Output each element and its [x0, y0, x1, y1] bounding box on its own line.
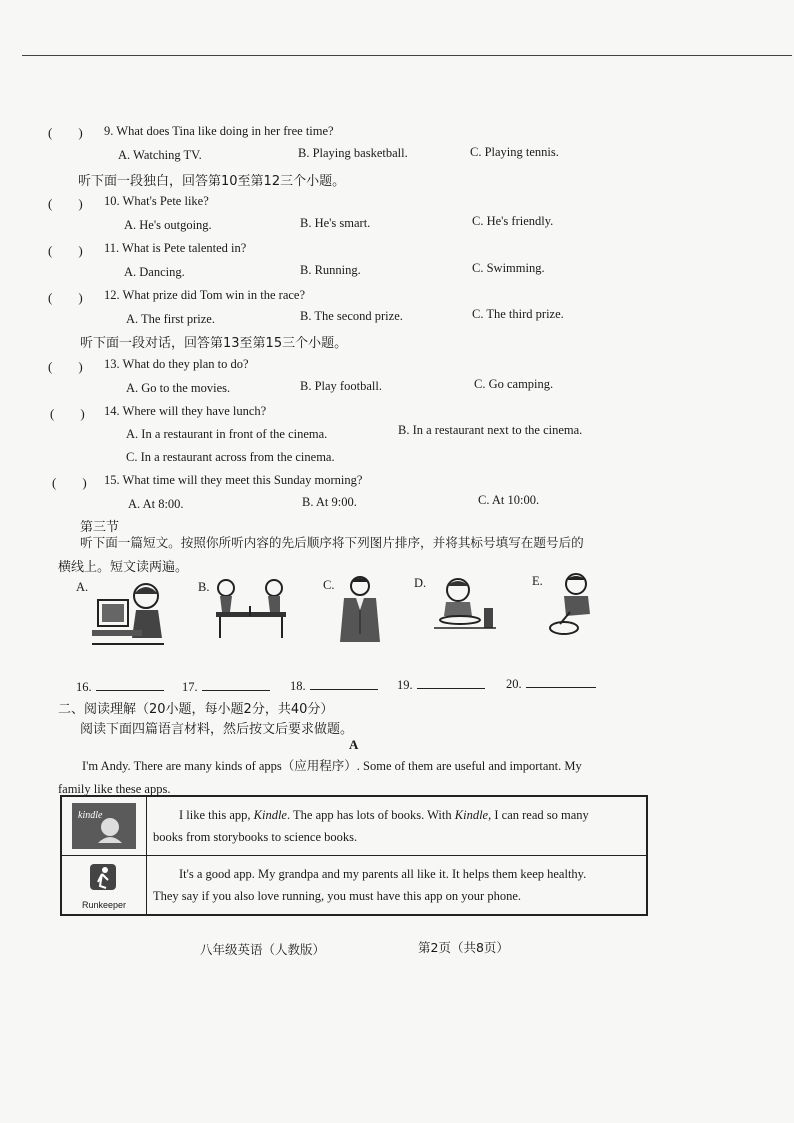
- option-a: A. In a restaurant in front of the cinema.: [126, 427, 328, 441]
- section-3-title: 第三节: [80, 520, 120, 535]
- app-line-2: They say if you also love running, you must have this app on your phone.: [153, 889, 521, 903]
- answer-paren[interactable]: ( ): [48, 359, 83, 374]
- text: . The app has lots of books. With: [286, 808, 455, 822]
- blank-20[interactable]: [506, 675, 596, 692]
- blank-line[interactable]: [417, 676, 485, 689]
- apps-table: [60, 795, 648, 916]
- app-line-2: books from storybooks to science books.: [153, 830, 358, 844]
- answer-paren[interactable]: ( ): [48, 290, 83, 305]
- option-b: B. In a restaurant next to the cinema.: [398, 423, 583, 437]
- answer-paren[interactable]: ( ): [48, 196, 83, 211]
- text: I like this app,: [179, 808, 254, 822]
- blank-number: 20.: [506, 677, 522, 691]
- intro-13-15: 听下面一段对话，回答第13至第15三个小题。: [80, 336, 348, 351]
- app-line-1: [153, 804, 640, 826]
- blank-line[interactable]: [310, 677, 378, 690]
- picture-label-c: C.: [323, 578, 335, 592]
- option-b: B. He's smart.: [300, 216, 371, 230]
- option-b: B. At 9:00.: [302, 495, 357, 509]
- question-13: 13. What do they plan to do?: [104, 357, 249, 371]
- question-14: 14. Where will they have lunch?: [104, 404, 267, 418]
- option-a: A. Dancing.: [124, 265, 185, 279]
- app-description: [147, 796, 648, 856]
- footer-subject: 八年级英语（人教版）: [200, 942, 326, 957]
- kindle-icon-label: kindle: [78, 810, 103, 821]
- app-name: Kindle: [454, 808, 489, 822]
- question-11: 11. What is Pete talented in?: [104, 241, 247, 255]
- picture-label-a: A.: [76, 580, 89, 594]
- question-15: 15. What time will they meet this Sunday morning?: [104, 473, 363, 487]
- blank-line[interactable]: [202, 678, 270, 691]
- top-rule: [22, 55, 792, 56]
- blank-17[interactable]: [182, 678, 270, 695]
- option-a: A. At 8:00.: [128, 497, 184, 511]
- option-a: A. He's outgoing.: [124, 218, 212, 232]
- question-9: 9. What does Tina like doing in her free time?: [104, 124, 334, 138]
- text: , I can read so many: [488, 808, 589, 822]
- blank-number: 18.: [290, 679, 306, 693]
- option-c: C. In a restaurant across from the cinema.: [126, 450, 335, 464]
- runkeeper-label: Runkeeper: [81, 900, 127, 910]
- app-name: Kindle: [253, 808, 287, 822]
- blank-18[interactable]: [290, 677, 378, 694]
- option-a: A. Go to the movies.: [126, 381, 231, 395]
- section-3-instruction: 听下面一篇短文。按照你所听内容的先后顺序将下列图片排序，并将其标号填写在题号后的: [80, 535, 584, 550]
- reading-heading: 二、阅读理解（20小题，每小题2分，共40分）: [58, 702, 334, 717]
- picture-label-b: B.: [198, 580, 210, 594]
- option-c: C. Go camping.: [474, 377, 554, 391]
- blank-number: 19.: [397, 678, 413, 692]
- blank-number: 17.: [182, 680, 198, 694]
- answer-paren[interactable]: ( ): [52, 475, 87, 490]
- option-b: B. The second prize.: [300, 309, 403, 323]
- option-a: A. Watching TV.: [118, 148, 202, 162]
- option-c: C. He's friendly.: [472, 214, 554, 228]
- blank-line[interactable]: [526, 675, 596, 688]
- blank-19[interactable]: [397, 676, 485, 693]
- section-3-instruction-2: 横线上。短文读两遍。: [58, 560, 189, 575]
- picture-a-boy-at-computer: [88, 578, 170, 650]
- blank-line[interactable]: [96, 678, 164, 691]
- kindle-icon: [72, 803, 136, 849]
- app-icon-cell: [61, 796, 147, 856]
- blank-16[interactable]: [76, 678, 164, 695]
- picture-e-boy-washing: [548, 572, 598, 638]
- question-10: 10. What's Pete like?: [104, 194, 209, 208]
- option-b: B. Running.: [300, 263, 361, 277]
- picture-label-e: E.: [532, 574, 543, 588]
- option-a: A. The first prize.: [126, 312, 215, 326]
- picture-b-table-tennis: [210, 576, 292, 640]
- footer-page-number: 第2页（共8页）: [418, 940, 509, 955]
- reading-instruction: 阅读下面四篇语言材料，然后按文后要求做题。: [80, 722, 354, 737]
- table-row: [61, 856, 647, 916]
- blank-number: 16.: [76, 680, 92, 694]
- option-c: C. Swimming.: [472, 261, 545, 275]
- answer-paren[interactable]: ( ): [48, 125, 83, 140]
- passage-intro-line-1: I'm Andy. There are many kinds of apps（应用程序）. Some of them are useful and important. My: [82, 759, 582, 773]
- question-12: 12. What prize did Tom win in the race?: [104, 288, 306, 302]
- answer-paren[interactable]: ( ): [48, 243, 83, 258]
- picture-d-boy-eating: [432, 574, 498, 634]
- intro-10-12: 听下面一段独白，回答第10至第12三个小题。: [78, 174, 346, 189]
- option-c: C. At 10:00.: [478, 493, 540, 507]
- table-row: [61, 796, 647, 856]
- app-line-1: It's a good app. My grandpa and my parents all like it. It helps them keep healthy.: [179, 867, 587, 881]
- app-icon-cell: [61, 856, 147, 916]
- runkeeper-icon: [72, 862, 136, 908]
- option-c: C. Playing tennis.: [470, 145, 559, 159]
- app-description: [147, 856, 648, 916]
- passage-intro-line-2: family like these apps.: [58, 782, 171, 796]
- option-b: B. Play football.: [300, 379, 382, 393]
- passage-label: A: [349, 737, 359, 752]
- option-c: C. The third prize.: [472, 307, 564, 321]
- answer-paren[interactable]: ( ): [50, 406, 85, 421]
- picture-label-d: D.: [414, 576, 427, 590]
- picture-c-man-in-suit: [336, 574, 386, 646]
- option-b: B. Playing basketball.: [298, 146, 408, 160]
